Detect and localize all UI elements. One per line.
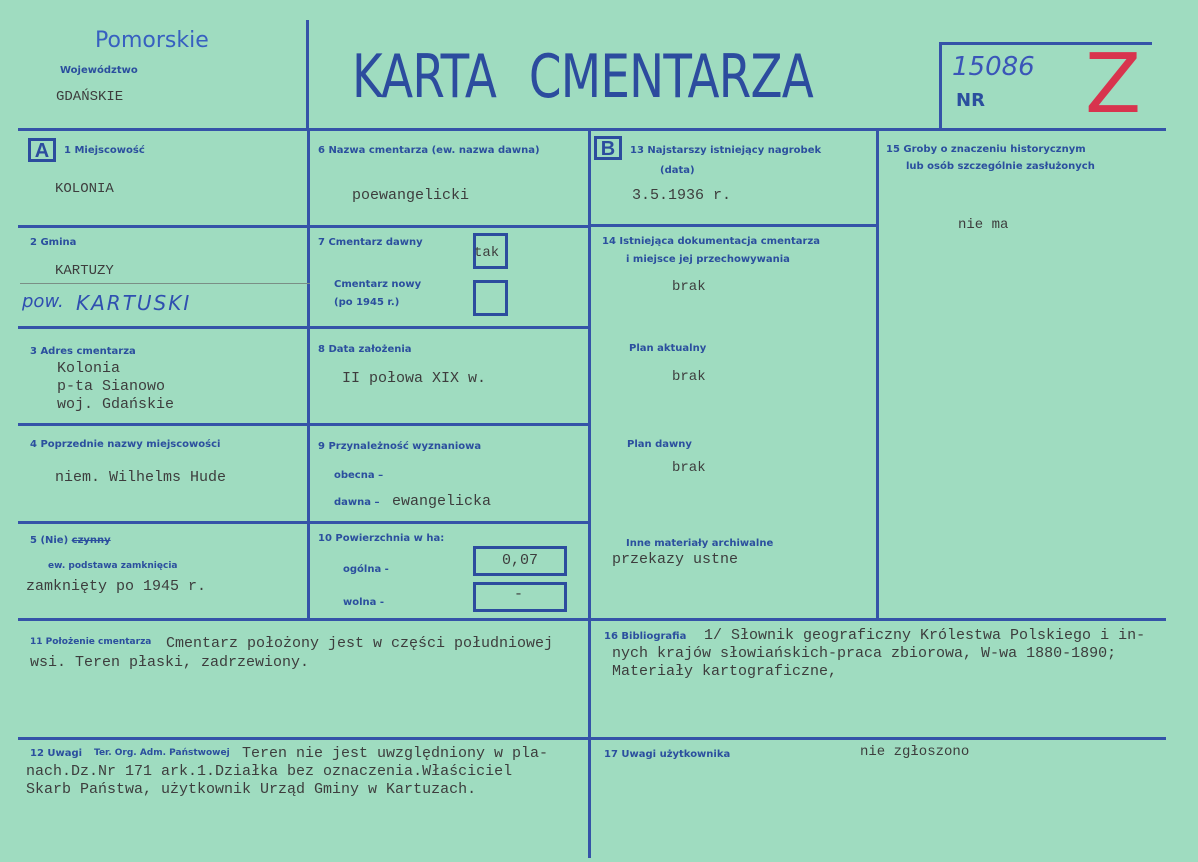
row-rule-a5: [18, 618, 1166, 621]
f14-plan-current-label: Plan aktualny: [629, 343, 707, 354]
column-divider-3: [876, 128, 879, 620]
f5-value: zamknięty po 1945 r.: [26, 578, 207, 595]
f10-total-value: 0,07: [502, 552, 539, 569]
f5-label-text: 5 (Nie): [30, 535, 72, 546]
wojewodztwo-handwritten: Pomorskie: [95, 28, 209, 53]
f1-label: 1 Miejscowość: [64, 145, 145, 156]
f16-line1: 1/ Słownik geograficzny Królestwa Polskiego i in-: [704, 627, 1146, 644]
wojewodztwo-typed: GDAŃSKIE: [56, 89, 124, 105]
f10-label: 10 Powierzchnia w ha:: [318, 533, 445, 544]
f7-new-label-1: Cmentarz nowy: [334, 279, 422, 290]
f11-line1: Cmentarz położony jest w części południowej: [166, 635, 554, 652]
f2-label: 2 Gmina: [30, 237, 77, 248]
f16-label: 16 Bibliografia: [604, 631, 687, 642]
f9-former-label: dawna –: [334, 497, 380, 508]
header-divider: [306, 20, 309, 130]
f13-value: 3.5.1936 r.: [632, 187, 732, 204]
f3-label: 3 Adres cmentarza: [30, 346, 136, 357]
f4-label: 4 Poprzednie nazwy miejscowości: [30, 439, 221, 450]
card-number-handwritten: 15086: [952, 52, 1035, 82]
f16-line3: Materiały kartograficzne,: [612, 663, 838, 680]
row-rule-a2: [18, 326, 591, 329]
section-a-box: A: [28, 138, 56, 162]
f14-other-value: przekazy ustne: [612, 551, 739, 568]
f8-value: II połowa XIX w.: [342, 370, 487, 387]
f10-total-label: ogólna -: [343, 564, 389, 575]
f7-old-value: tak: [474, 245, 500, 261]
f9-former-value: ewangelicka: [392, 493, 492, 510]
section-b-box: B: [594, 136, 622, 160]
f16-line2: nych krajów słowiańskich-praca zbiorowa, W-wa 1880-1890;: [612, 645, 1117, 662]
f4-value: niem. Wilhelms Hude: [55, 469, 227, 486]
row-rule-a1: [18, 225, 591, 228]
f7-new-label-2: (po 1945 r.): [334, 297, 400, 308]
f1-value: KOLONIA: [55, 181, 114, 197]
f14-label-1: 14 Istniejąca dokumentacja cmentarza: [602, 236, 821, 247]
f8-label: 8 Data założenia: [318, 344, 412, 355]
f12-line2: nach.Dz.Nr 171 ark.1.Działka bez oznaczenia.Właściciel: [26, 763, 513, 780]
f14-value: brak: [672, 279, 706, 295]
pencil-underline: [20, 283, 310, 284]
f5-label-struck: czynny: [71, 535, 111, 546]
nr-box-left: [939, 44, 942, 130]
f6-label: 6 Nazwa cmentarza (ew. nazwa dawna): [318, 145, 540, 156]
f12-line1: Teren nie jest uwzględniony w pla-: [242, 745, 549, 762]
f17-value: nie zgłoszono: [860, 744, 970, 760]
f13-label-1: 13 Najstarszy istniejący nagrobek: [630, 145, 822, 156]
f9-label: 9 Przynależność wyznaniowa: [318, 441, 482, 452]
row-rule-a3: [18, 423, 591, 426]
f9-current-label: obecna –: [334, 470, 384, 481]
f7-new-checkbox: [473, 280, 508, 316]
f2-pow-value: KARTUSKI: [76, 291, 192, 315]
f12-sublabel: Ter. Org. Adm. Państwowej: [94, 748, 230, 758]
f3-line3: woj. Gdańskie: [57, 396, 175, 413]
f15-value: nie ma: [958, 217, 1009, 233]
f12-label: 12 Uwagi: [30, 748, 83, 759]
f14-other-label: Inne materiały archiwalne: [626, 538, 774, 549]
column-divider-1: [307, 128, 310, 620]
f7-old-label: 7 Cmentarz dawny: [318, 237, 423, 248]
f10-free-value: -: [514, 586, 524, 603]
f3-line2: p-ta Sianowo: [57, 378, 166, 395]
row-rule-bottom: [18, 737, 1166, 740]
f11-label: 11 Położenie cmentarza: [30, 637, 152, 647]
f2-value: KARTUZY: [55, 263, 114, 279]
row-rule-b1: [588, 224, 879, 227]
f3-line1: Kolonia: [57, 360, 121, 377]
f12-line3: Skarb Państwa, użytkownik Urząd Gminy w Kartuzach.: [26, 781, 477, 798]
f15-label-1: 15 Groby o znaczeniu historycznym: [886, 144, 1086, 155]
f14-label-2: i miejsce jej przechowywania: [626, 254, 790, 265]
f5-label: [30, 532, 111, 549]
row-rule-a4: [18, 521, 591, 524]
card-title: [352, 42, 846, 112]
wojewodztwo-label: Województwo: [60, 65, 138, 76]
f6-value: poewangelicki: [352, 187, 470, 204]
f2-pow-prefix: pow.: [22, 291, 64, 312]
f15-label-2: lub osób szczególnie zasłużonych: [906, 161, 1095, 172]
f14-plan-current-value: brak: [672, 369, 706, 385]
f5-sublabel: ew. podstawa zamknięcia: [48, 561, 178, 571]
f11-line2: wsi. Teren płaski, zadrzewiony.: [30, 654, 310, 671]
f13-label-2: (data): [660, 165, 695, 176]
f14-plan-old-label: Plan dawny: [627, 439, 692, 450]
nr-label: NR: [956, 90, 985, 111]
title-word-cmentarza: CMENTARZA: [528, 42, 814, 112]
column-divider-2: [588, 128, 591, 858]
f10-free-label: wolna -: [343, 597, 385, 608]
f14-plan-old-value: brak: [672, 460, 706, 476]
red-mark-letter: Z: [1085, 37, 1142, 132]
f17-label: 17 Uwagi użytkownika: [604, 749, 731, 760]
header-bottom-rule: [18, 128, 1166, 131]
title-word-karta: KARTA: [352, 42, 497, 112]
